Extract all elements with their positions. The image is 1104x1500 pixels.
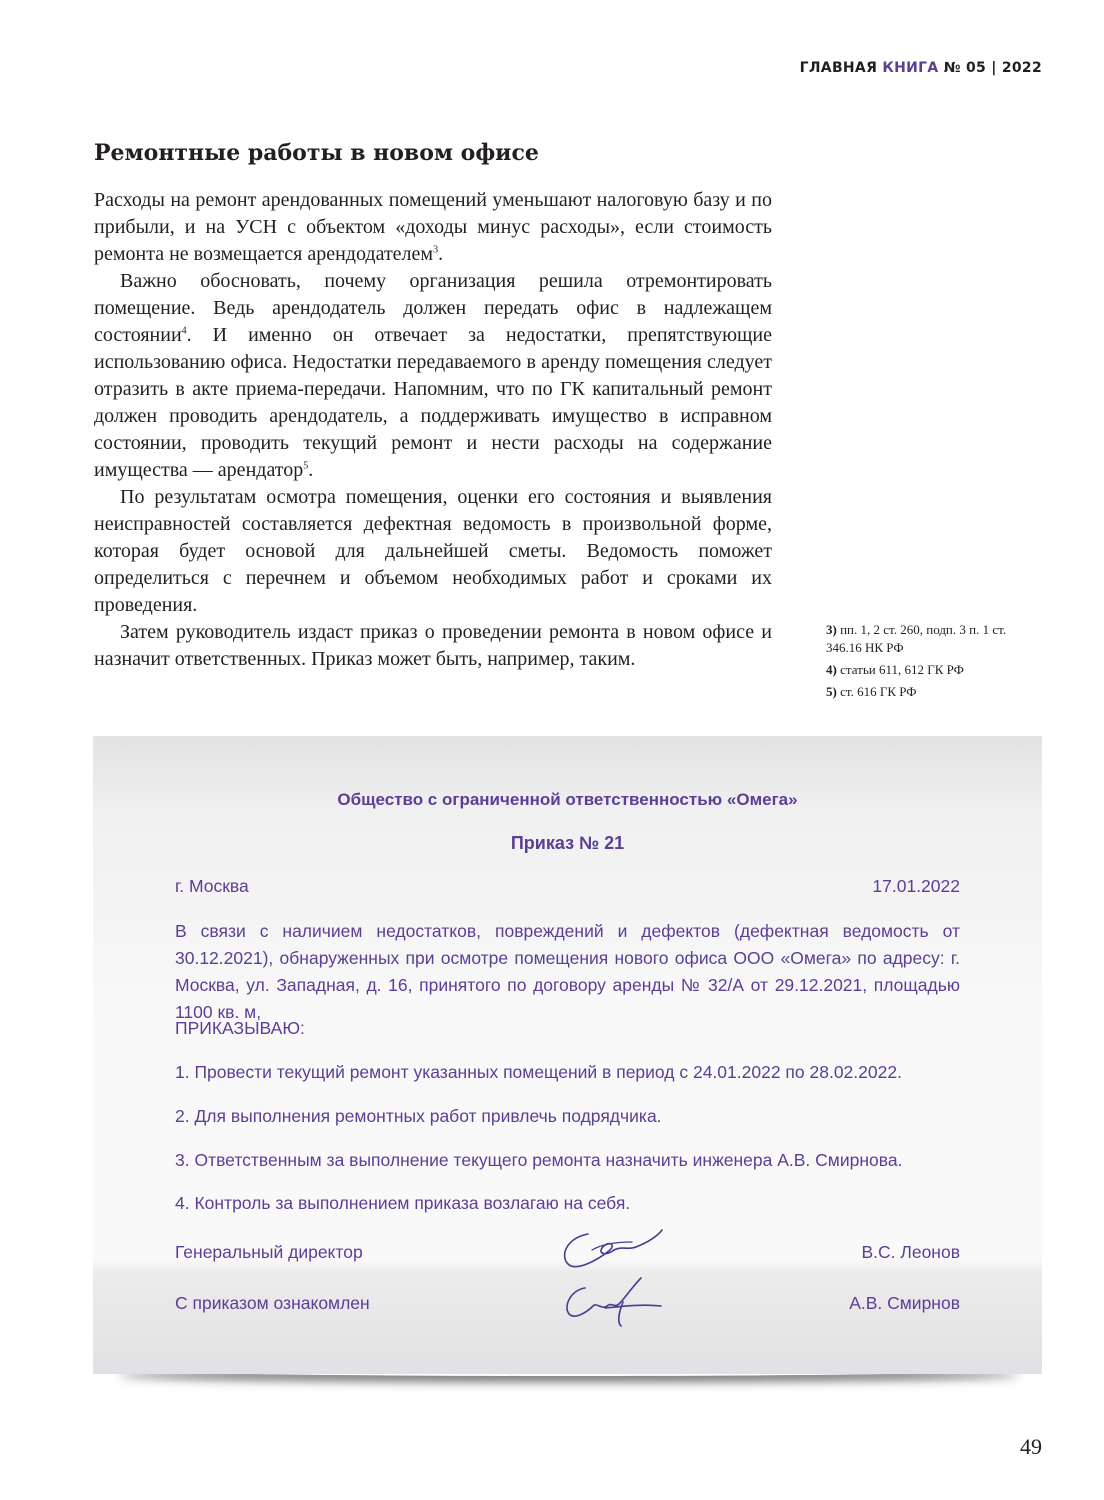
paragraph-2: Важно обосновать, почему организация решила отремонтировать помещение. Ведь арендодатель должен передать офис в надлежащем состоянии$^4$. И именно он отвечает за недостатки, препятствующие использованию офиса. Недостатки передаваемого в аренду помещения следует отразить в акте приема-передачи. Напомним, что по ГК капитальный ремонт должен проводить арендодатель, а поддерживать имущество в исправном состоянии, проводить текущий ремонт и нести расходы на содержание имущества — арендатор$^5$. xyxy=(94,270,772,481)
order-preamble: В связи с наличием недостатков, повреждений и дефектов (дефектная ведомость от 30.12.2021), обнаруженных при осмотре помещения нового офиса ООО «Омега» по адресу: г. Москва, ул. Западная, д. 16, принятого по договору аренды № 32/А от 29.12.2021, площадью 1100 кв. м, xyxy=(175,921,960,1022)
order-item: 4. Контроль за выполнением приказа возлагаю на себя. xyxy=(175,1193,631,1213)
magazine-masthead xyxy=(800,60,1042,76)
paragraph-1: Расходы на ремонт арендованных помещений уменьшают налоговую базу и по прибыли, и на УСН с объектом «доходы минус расходы», если стоимость ремонта не возмещается арендодателем$^3$. xyxy=(94,189,772,265)
paragraph-4: Затем руководитель издаст приказ о проведении ремонта в новом офисе и назначит ответственных. Приказ может быть, например, таким. xyxy=(94,621,772,670)
order-date: 17.01.2022 xyxy=(872,876,960,896)
footnote-ref-5: 5 xyxy=(303,460,309,472)
brand-name-part1: ГЛАВНАЯ xyxy=(799,60,878,76)
director-signature xyxy=(558,1220,668,1276)
footnote-4: 4) статьи 611, 612 ГК РФ xyxy=(826,662,964,677)
order-city: г. Москва xyxy=(175,876,249,896)
order-item: 3. Ответственным за выполнение текущего ремонта назначить инженера А.В. Смирнова. xyxy=(175,1150,903,1170)
brand-name-part2: КНИГА xyxy=(882,60,939,76)
issue-number: № 05 | 2022 xyxy=(943,60,1042,76)
acknowledgement-signature xyxy=(561,1272,665,1328)
organization-name: Общество с ограниченной ответственностью «Омега» xyxy=(337,790,798,809)
order-title: Приказ № 21 xyxy=(510,833,625,853)
footnote-ref-4: 4 xyxy=(181,325,187,337)
footnotes xyxy=(826,621,1036,705)
city-date-row xyxy=(175,876,960,897)
order-word: ПРИКАЗЫВАЮ: xyxy=(175,1018,305,1038)
order-item: 2. Для выполнения ремонтных работ привлечь подрядчика. xyxy=(175,1106,662,1126)
article-title: Ремонтные работы в новом офисе xyxy=(94,140,539,166)
footnote-3: 3) пп. 1, 2 ст. 260, подп. 3 п. 1 ст. 346.16 НК РФ xyxy=(826,622,1007,655)
order-document xyxy=(93,736,1042,1374)
footnote-ref-3: 3 xyxy=(433,244,439,256)
article-body xyxy=(94,187,772,673)
signer-position: Генеральный директор xyxy=(175,1242,363,1262)
acknowledged-name: А.В. Смирнов xyxy=(849,1293,960,1313)
page-number: 49 xyxy=(1020,1434,1042,1459)
footnote-5: 5) ст. 616 ГК РФ xyxy=(826,684,917,699)
paragraph-3: По результатам осмотра помещения, оценки его состояния и выявления неисправностей составляется дефектная ведомость в произвольной форме, которая будет основой для дальнейшей сметы. Ведомость поможет определиться с перечнем и объемом необходимых работ и сроками их проведения. xyxy=(94,486,772,616)
signer-name: В.С. Леонов xyxy=(861,1242,960,1262)
order-item: 1. Провести текущий ремонт указанных помещений в период с 24.01.2022 по 28.02.2022. xyxy=(175,1062,902,1082)
acknowledgement-label: С приказом ознакомлен xyxy=(175,1293,370,1313)
